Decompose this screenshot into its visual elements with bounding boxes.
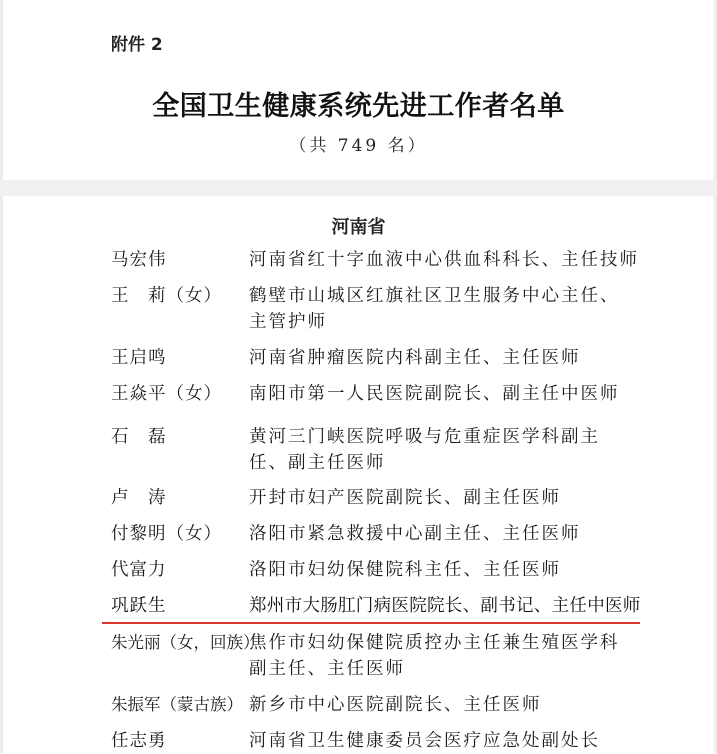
person-name: 王焱平（女） bbox=[111, 384, 222, 404]
person-title bbox=[249, 345, 621, 371]
person-name: 朱光丽（女，回族） bbox=[111, 633, 260, 652]
person-name: 石 磊 bbox=[111, 427, 167, 447]
person-title-line: 郑州市大肠肛门病医院院长、副书记、主任中医师 bbox=[249, 596, 641, 616]
section-title: 河南省 bbox=[331, 217, 386, 238]
person-title bbox=[249, 630, 621, 682]
person-title-line: 南阳市第一人民医院副院长、副主任中医师 bbox=[249, 384, 620, 404]
person-title bbox=[249, 381, 621, 407]
person-title bbox=[249, 247, 639, 273]
person-title-line: 河南省红十字血液中心供血科科长、主任技师 bbox=[249, 250, 639, 270]
person-title bbox=[249, 283, 621, 335]
person-title-line: 副主任、主任医师 bbox=[249, 659, 405, 679]
person-title-line: 鹤壁市山城区红旗社区卫生服务中心主任、 bbox=[249, 286, 620, 306]
person-title bbox=[249, 485, 621, 511]
person-name: 任志勇 bbox=[111, 731, 167, 751]
person-title-line: 河南省肿瘤医院内科副主任、主任医师 bbox=[249, 348, 581, 368]
person-title bbox=[249, 424, 621, 476]
person-name: 卢 涛 bbox=[111, 488, 167, 508]
person-title-line: 新乡市中心医院副院长、主任医师 bbox=[249, 695, 542, 715]
person-name: 付黎明（女） bbox=[111, 524, 222, 544]
person-title-line: 任、副主任医师 bbox=[249, 453, 386, 473]
person-title bbox=[249, 521, 621, 547]
page-subtitle: （共 749 名） bbox=[289, 136, 428, 156]
attachment-label: 附件 2 bbox=[111, 35, 163, 55]
person-name: 王 莉（女） bbox=[111, 286, 222, 306]
person-title-line: 河南省卫生健康委员会医疗应急处副处长 bbox=[249, 731, 600, 751]
person-title bbox=[249, 593, 641, 619]
person-name: 代富力 bbox=[111, 560, 167, 580]
person-title bbox=[249, 728, 621, 754]
person-title bbox=[249, 557, 621, 583]
person-title-line: 主管护师 bbox=[249, 312, 327, 332]
page-title: 全国卫生健康系统先进工作者名单 bbox=[152, 91, 565, 122]
person-title-line: 洛阳市紧急救援中心副主任、主任医师 bbox=[249, 524, 581, 544]
person-title-line: 黄河三门峡医院呼吸与危重症医学科副主 bbox=[249, 427, 600, 447]
person-title-line: 洛阳市妇幼保健院科主任、主任医师 bbox=[249, 560, 561, 580]
page-break-band bbox=[0, 180, 717, 196]
person-name: 朱振军（蒙古族） bbox=[111, 695, 243, 714]
person-title-line: 焦作市妇幼保健院质控办主任兼生殖医学科 bbox=[249, 633, 620, 653]
person-title bbox=[249, 692, 621, 718]
person-title-line: 开封市妇产医院副院长、副主任医师 bbox=[249, 488, 561, 508]
person-name: 马宏伟 bbox=[111, 250, 167, 270]
person-name: 巩跃生 bbox=[111, 596, 167, 616]
highlight-underline bbox=[102, 622, 640, 624]
person-name: 王启鸣 bbox=[111, 348, 167, 368]
